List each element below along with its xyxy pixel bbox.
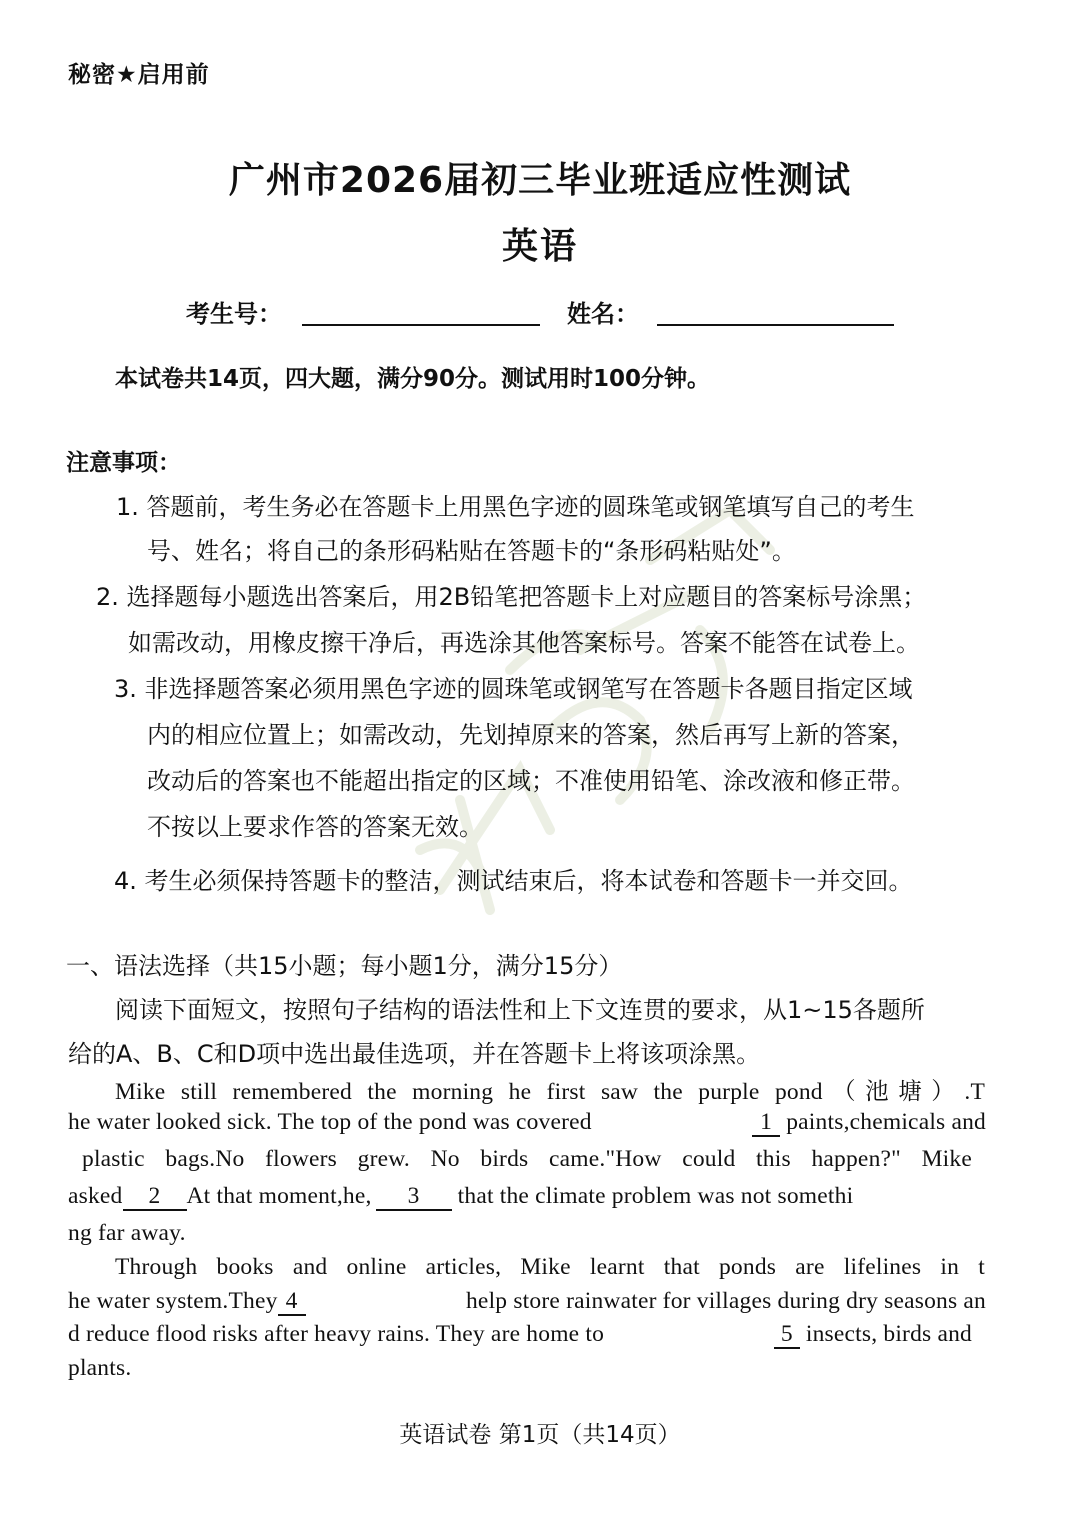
notice-line: 改动后的答案也不能超出指定的区域；不准使用铅笔、涂改液和修正带。 — [147, 767, 915, 795]
candidate-id-blank[interactable] — [302, 324, 540, 326]
passage-line — [68, 1288, 986, 1316]
subject-title: 英语 — [501, 226, 578, 267]
passage-line: plastic bags.No flowers grew. No birds came."How could this happen?" Mike — [82, 1146, 972, 1172]
blank-1[interactable]: 1 — [752, 1110, 780, 1137]
page-footer: 英语试卷 第1页（共14页） — [399, 1422, 681, 1448]
passage-line: plants. — [68, 1355, 132, 1381]
exam-info: 本试卷共14页，四大题，满分90分。测试用时100分钟。 — [115, 366, 711, 392]
blank-2[interactable]: 2 — [123, 1184, 187, 1211]
passage-text: d reduce flood risks after heavy rains. They are home to — [68, 1321, 605, 1347]
notice-line: 如需改动，用橡皮擦干净后，再选涂其他答案标号。答案不能答在试卷上。 — [128, 629, 920, 657]
notice-line: 不按以上要求作答的答案无效。 — [147, 813, 483, 841]
name-blank[interactable] — [657, 324, 894, 326]
passage-text: paints,chemicals and — [780, 1109, 986, 1135]
candidate-id-label: 考生号： — [186, 300, 282, 328]
passage-line: Through books and online articles, Mike learnt that ponds are lifelines in t — [115, 1254, 985, 1280]
blank-5[interactable]: 5 — [774, 1322, 800, 1349]
name-label: 姓名： — [567, 300, 639, 328]
notice-heading: 注意事项： — [66, 450, 181, 476]
confidential-label: 秘密★启用前 — [68, 62, 210, 88]
passage-line — [68, 1183, 853, 1211]
notice-line: 内的相应位置上；如需改动，先划掉原来的答案，然后再写上新的答案， — [147, 721, 915, 749]
exam-title: 广州市2026届初三毕业班适应性测试 — [228, 160, 852, 201]
passage-text: asked — [68, 1183, 123, 1209]
notice-line: 1. 答题前，考生务必在答题卡上用黑色字迹的圆珠笔或钢笔填写自己的考生 — [116, 493, 915, 521]
passage-text: he water system.They — [68, 1288, 278, 1314]
passage-line: ng far away. — [68, 1220, 186, 1246]
passage-line — [68, 1321, 972, 1349]
passage-line — [68, 1109, 986, 1137]
notice-line: 2. 选择题每小题选出答案后，用2B铅笔把答题卡上对应题目的答案标号涂黑； — [96, 583, 927, 611]
section-instructions: 给的A、B、C和D项中选出最佳选项，并在答题卡上将该项涂黑。 — [68, 1040, 761, 1068]
section-instructions: 阅读下面短文，按照句子结构的语法性和上下文连贯的要求，从1~15各题所 — [115, 996, 925, 1024]
passage-text: insects, birds and — [799, 1321, 972, 1347]
passage-text: help store rainwater for villages during dry seasons an — [465, 1288, 986, 1314]
passage-text: that the climate problem was not somethi — [451, 1183, 854, 1209]
notice-line: 4. 考生必须保持答题卡的整洁，测试结束后，将本试卷和答题卡一并交回。 — [114, 867, 913, 895]
passage-text: At that moment,he, — [186, 1183, 372, 1209]
notice-line: 3. 非选择题答案必须用黑色字迹的圆珠笔或钢笔写在答题卡各题目指定区域 — [114, 675, 913, 703]
notice-line: 号、姓名；将自己的条形码粘贴在答题卡的“条形码粘贴处”。 — [147, 537, 796, 565]
section-title: 一、语法选择（共15小题；每小题1分，满分15分） — [66, 952, 623, 980]
passage-line: Mike still remembered the morning he first saw the purple pond（池塘）.T — [115, 1079, 985, 1105]
blank-4[interactable]: 4 — [278, 1289, 306, 1316]
passage-text: he water looked sick. The top of the pond was covered — [68, 1109, 592, 1135]
blank-3[interactable]: 3 — [376, 1184, 452, 1211]
